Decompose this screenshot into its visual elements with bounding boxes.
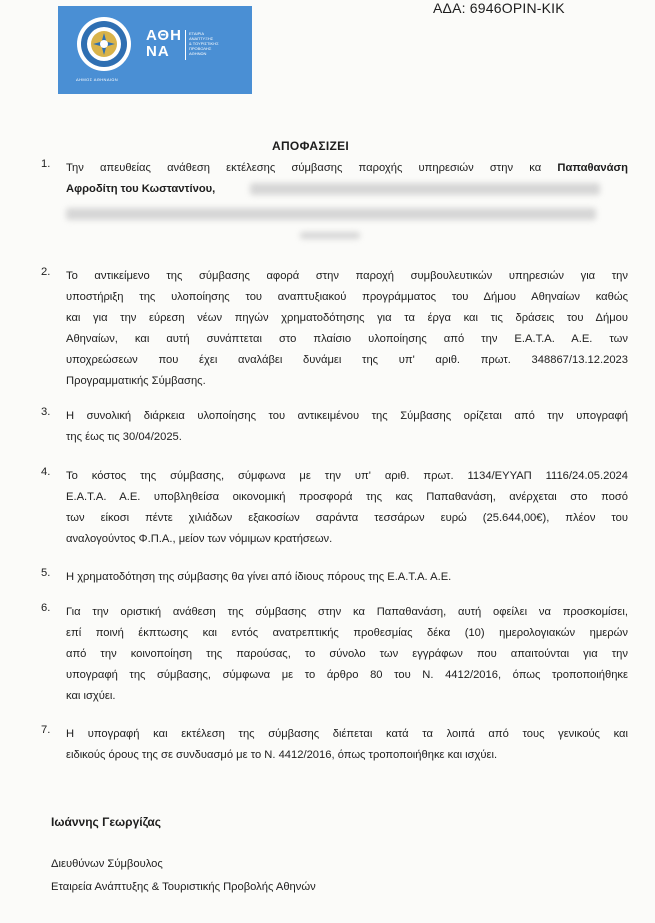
item-line: Για την οριστική ανάθεση της σύμβασης στην κα Παπαθανάση, αυτή οφείλει να προσκομίσει, [66, 606, 628, 618]
item-line: Η υπογραφή και εκτέλεση της σύμβασης διέπεται κατά τα λοιπά από τους γενικούς και [66, 728, 628, 740]
item-line: Αθηναίων, και αυτή συνάπτεται στο πλαίσιο υλοποίησης από την Ε.Α.Τ.Α. Α.Ε. των [66, 333, 628, 345]
item-line: Ε.Α.Τ.Α. Α.Ε. υποβληθείσα οικονομική προσφορά της κας Παπαθανάση, ανέρχεται στο ποσό [66, 491, 628, 503]
decision-heading: ΑΠΟΦΑΣΙΖΕΙ [272, 139, 350, 153]
item-text [66, 602, 628, 707]
logo-company-line: ΕΤΑΙΡΙΑ [189, 31, 205, 36]
item-line: των είκοσι πέντε χιλιάδων εξακοσίων σαράντα τεσσάρων ευρώ (25.644,00€), πλέον του [66, 512, 628, 524]
item-line: Το αντικείμενο της σύμβασης αφορά στην παροχή συμβουλευτικών υπηρεσιών για την [66, 270, 628, 282]
redacted-area [66, 208, 596, 220]
item-line: υποχρεώσεων που έχει αναλάβει δυνάμει της υπ' αριθ. πρωτ. 348867/13.12.2023 [66, 354, 628, 366]
item-number: 4. [41, 466, 51, 478]
item-line: από την κοινοποίηση της παρούσας, το σύνολο των εγγράφων που απαιτούνται για την [66, 648, 628, 660]
item-line: ειδικούς όρους της σε συνδυασμό με το Ν. 4412/2016, όπως τροποποιήθηκε και ισχύει. [66, 749, 498, 761]
logo-company-line: ΠΡΟΒΟΛΗΣ [189, 46, 212, 51]
logo-company-line: ΑΘΗΝΩΝ [189, 51, 207, 56]
item-number: 7. [41, 724, 51, 736]
item-line: Προγραμματικής Σύμβασης. [66, 375, 206, 387]
logo-company-line: ΑΝΑΠΤΥΞΗΣ [189, 36, 214, 41]
item-line: αναλογούντος Φ.Π.Α., μείον των νόμιμων κρατήσεων. [66, 533, 333, 545]
item-line: υπογραφή της σύμβασης, σύμφωνα με το άρθρο 80 του Ν. 4412/2016, όπως τροποποιήθηκε [66, 669, 628, 681]
logo-subtitle: ΔΗΜΟΣ ΑΘΗΝΑΙΩΝ [76, 77, 119, 82]
item-number: 1. [41, 158, 51, 170]
item-number: 3. [41, 406, 51, 418]
item-line: Αφροδίτη του Κωσταντίνου, [66, 183, 216, 195]
item-line: Η χρηματοδότηση της σύμβασης θα γίνει από ίδιους πόρους της Ε.Α.Τ.Α. Α.Ε. [66, 571, 452, 583]
company-logo [58, 6, 252, 94]
redacted-area [250, 183, 600, 195]
item-line: και ισχύει. [66, 690, 116, 702]
item-text [66, 406, 628, 448]
item-number: 6. [41, 602, 51, 614]
logo-company-name [189, 31, 245, 56]
item-number: 5. [41, 567, 51, 579]
item-text [66, 466, 628, 550]
item-line: της έως τις 30/04/2025. [66, 431, 182, 443]
signer-name: Ιωάννης Γεωργίζας [51, 815, 162, 829]
item-line: Το κόστος της σύμβασης, σύμφωνα με την υπ' αριθ. πρωτ. 1134/ΕΥΥΑΠ 1116/24.05.2024 [66, 470, 628, 482]
item-line: και για την εύρεση νέων πηγών χρηματοδότησης για τα έργα και τις δράσεις του Δήμου [66, 312, 628, 324]
item-line: υποστήριξη της υλοποίησης του αναπτυξιακού προγράμματος του Δήμου Αθηναίων καθώς [66, 291, 628, 303]
item-text [66, 266, 628, 392]
item-line: Την απευθείας ανάθεση εκτέλεσης σύμβασης παροχής υπηρεσιών στην κα Παπαθανάση [66, 162, 628, 174]
item-text [66, 567, 628, 588]
item-text [66, 724, 628, 766]
logo-company-line: & ΤΟΥΡΙΣΤΙΚΗΣ [189, 41, 219, 46]
item-line: επί ποινή έκπτωσης και εντός ανατρεπτικής προθεσμίας δέκα (10) ημερολογιακών ημερών [66, 627, 628, 639]
redacted-area [300, 232, 360, 239]
logo-city-name: ΑΘΗ ΝΑ [146, 27, 182, 60]
signer-role: Διευθύνων Σύμβουλος [51, 858, 163, 870]
signer-company: Εταιρεία Ανάπτυξης & Τουριστικής Προβολής Αθηνών [51, 881, 316, 893]
city-seal-icon [76, 16, 132, 72]
ada-code: ΑΔΑ: 6946ΟΡΙΝ-ΚΙΚ [433, 0, 565, 16]
logo-divider [185, 30, 186, 60]
item-number: 2. [41, 266, 51, 278]
item-line: Η συνολική διάρκεια υλοποίησης του αντικειμένου της Σύμβασης ορίζεται από την υπογραφή [66, 410, 628, 422]
